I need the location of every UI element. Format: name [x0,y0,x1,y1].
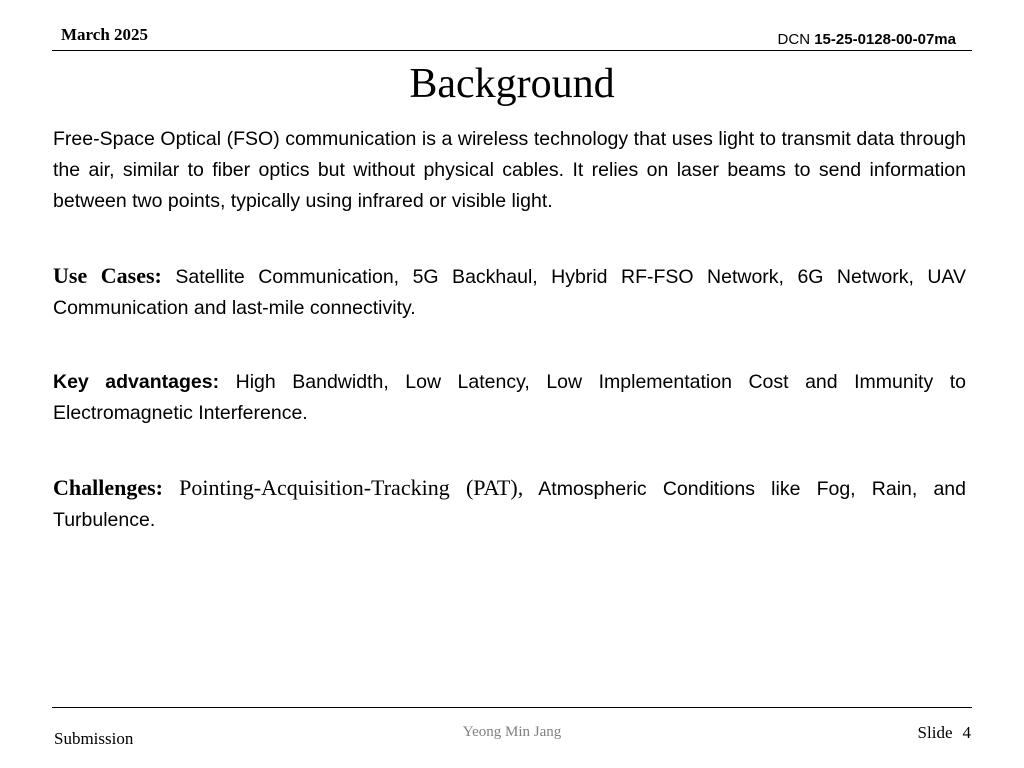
footer-submission: Submission [54,729,134,748]
header-date: March 2025 [61,25,149,44]
challenges-text-serif: Pointing-Acquisition-Tracking (PAT), [179,475,524,500]
footer-author: Yeong Min Jang [462,724,562,740]
advantages-paragraph [53,367,966,429]
challenges-text: Atmospheric Conditions like Fog, Rain, and Turbulence. [53,478,966,531]
challenges-paragraph [53,472,966,536]
footer-rule [52,707,972,708]
advantages-label: Key advantages: [53,371,220,393]
slide-number: 4 [962,723,971,742]
footer-slide [918,723,971,743]
intro-paragraph: Free-Space Optical (FSO) communication is a wireless technology that uses light to transmit data through the air, similar to fiber optics but without physical cables. It relies on laser beams to send information between two points, typically using infrared or visible light. [53,128,966,212]
advantages-text: High Bandwidth, Low Latency, Low Implementation Cost and Immunity to Electromagnetic Interference. [53,371,967,424]
use-cases-text: Satellite Communication, 5G Backhaul, Hybrid RF-FSO Network, 6G Network, UAV Communication and last-mile connectivity. [53,266,966,319]
challenges-label: Challenges: [53,475,163,500]
header-rule [52,50,972,51]
slide-label: Slide [917,723,953,742]
header-dcn [778,31,956,48]
dcn-label: DCN [777,31,811,48]
slide-title: Background [409,61,615,107]
slide-body [53,124,966,579]
use-cases-label: Use Cases: [53,263,162,288]
dcn-number: 15-25-0128-00-07ma [814,31,956,48]
use-cases-paragraph [53,260,966,324]
